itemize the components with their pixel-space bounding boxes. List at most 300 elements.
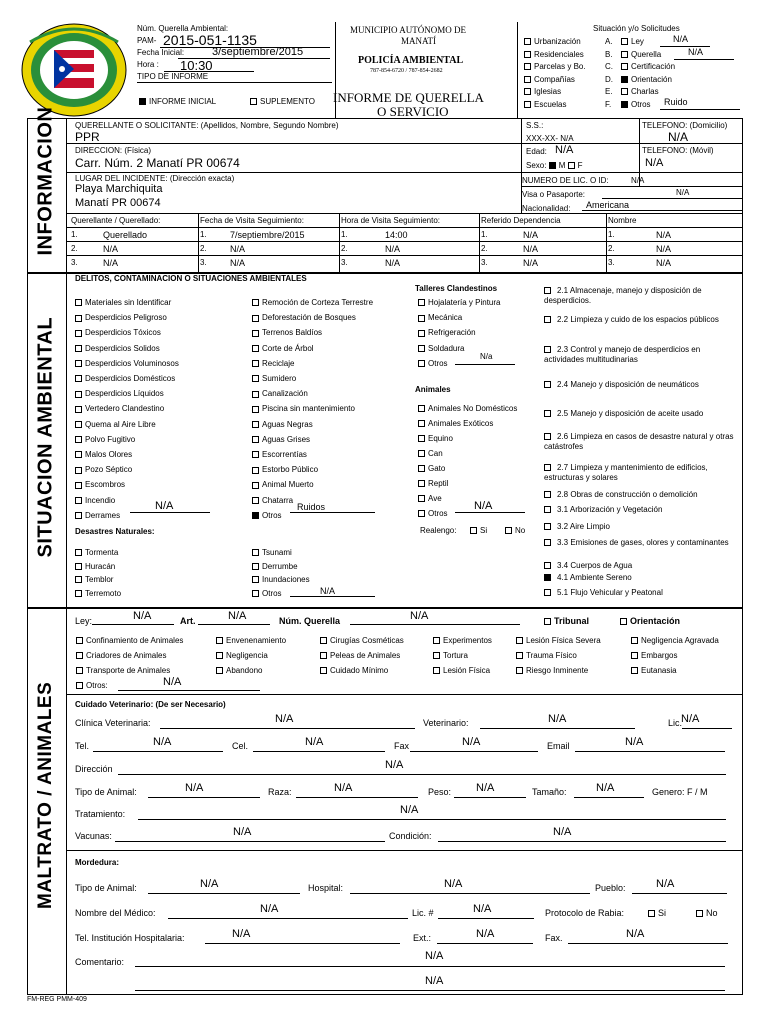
delito-col2-2-checkbox[interactable]: [252, 330, 259, 337]
maltrato-r3-0-checkbox[interactable]: [76, 667, 83, 674]
delito-col1-0-checkbox[interactable]: [75, 299, 82, 306]
table-header-2: Hora de Visita Seguimiento:: [341, 216, 441, 225]
taller-3[interactable]: [418, 344, 464, 353]
desastre1-1-checkbox[interactable]: [75, 563, 82, 570]
situacion-ambiental-side-label: SITUACION AMBIENTAL: [34, 316, 57, 558]
desastre1-3-checkbox[interactable]: [75, 590, 82, 597]
delito-col2-11-checkbox[interactable]: [252, 467, 259, 474]
animal-0-checkbox[interactable]: [418, 405, 425, 412]
informe-inicial-option[interactable]: INFORME INICIAL: [139, 97, 216, 106]
objetivo-11-checkbox[interactable]: [544, 562, 551, 569]
maltrato-r1-4[interactable]: [516, 636, 601, 645]
objetivo-4-label: 2.5 Manejo y disposición de aceite usado: [557, 409, 704, 418]
maltrato-r1-1-label: Envenenamiento: [226, 636, 287, 645]
table-row-num: 3.: [71, 258, 78, 267]
objetivo-7-checkbox[interactable]: [544, 491, 551, 498]
delito-col1-4[interactable]: [75, 359, 179, 368]
situacion-right-option-4[interactable]: [621, 87, 659, 96]
underline: [205, 943, 400, 944]
delito-col2-14[interactable]: [252, 511, 282, 520]
delito-col1-8[interactable]: [75, 420, 156, 429]
delito-col1-6[interactable]: [75, 389, 164, 398]
maltrato-r2-1-checkbox[interactable]: [216, 652, 223, 659]
animal-7-label: Otros: [428, 509, 448, 518]
taller-4-checkbox[interactable]: [418, 360, 425, 367]
maltrato-r1-0-label: Confinamiento de Animales: [86, 636, 184, 645]
desastre2-1[interactable]: [252, 562, 298, 571]
taller-4[interactable]: [418, 359, 448, 368]
delito-col2-7-checkbox[interactable]: [252, 406, 259, 413]
situacion-right-option-1[interactable]: [621, 50, 661, 59]
objetivo-9[interactable]: [544, 522, 739, 532]
maltrato-r2-5-checkbox[interactable]: [631, 652, 638, 659]
delito-col2-5[interactable]: [252, 374, 296, 383]
objetivo-3-checkbox[interactable]: [544, 381, 551, 388]
objetivo-4-checkbox[interactable]: [544, 410, 551, 417]
pueblo-value: N/A: [656, 878, 675, 890]
situacion-option-1-checkbox[interactable]: [524, 51, 531, 58]
delito-col2-6-checkbox[interactable]: [252, 391, 259, 398]
desastre2-2-checkbox[interactable]: [252, 576, 259, 583]
situacion-right-option-4-checkbox[interactable]: [621, 88, 628, 95]
delito-col1-3-checkbox[interactable]: [75, 345, 82, 352]
maltrato-r3-5[interactable]: [631, 666, 677, 675]
delito-col1-8-checkbox[interactable]: [75, 421, 82, 428]
taller-1-checkbox[interactable]: [418, 315, 425, 322]
situacion-right-option-5[interactable]: [621, 100, 651, 109]
delito-col1-12-label: Escombros: [85, 480, 126, 490]
direccion-vet-label: Dirección: [75, 764, 113, 774]
delito-col2-1[interactable]: [252, 313, 356, 322]
hora-label: Hora :: [137, 60, 159, 69]
delito-col1-1-checkbox[interactable]: [75, 315, 82, 322]
delito-col1-2-checkbox[interactable]: [75, 330, 82, 337]
situacion-option-4[interactable]: [524, 87, 561, 96]
desastre1-0-label: Tormenta: [85, 548, 119, 557]
delito-col1-12[interactable]: [75, 480, 125, 489]
situacion-option-2-label: Parcelas y Bo.: [534, 62, 586, 71]
maltrato-r3-1[interactable]: [216, 666, 262, 675]
situacion-right-option-0[interactable]: [621, 37, 644, 46]
maltrato-r1-3-label: Experimentos: [443, 636, 492, 645]
delito-col1-3[interactable]: [75, 344, 160, 353]
table-row-num: 3.: [341, 258, 348, 267]
delito-col2-13-checkbox[interactable]: [252, 497, 259, 504]
delito-col1-9-checkbox[interactable]: [75, 436, 82, 443]
animal-1[interactable]: [418, 419, 493, 428]
situacion-right-option-0-checkbox[interactable]: [621, 38, 628, 45]
delito-col1-13-label: Incendio: [85, 495, 116, 505]
delito-col1-10-checkbox[interactable]: [75, 451, 82, 458]
delito-col2-8[interactable]: [252, 420, 313, 429]
objetivo-10-checkbox[interactable]: [544, 539, 551, 546]
underline: [118, 774, 726, 775]
maltrato-r1-1-checkbox[interactable]: [216, 637, 223, 644]
objetivo-2[interactable]: [544, 345, 739, 365]
delito-col1-7-checkbox[interactable]: [75, 406, 82, 413]
animal-4[interactable]: [418, 464, 445, 473]
objetivo-10[interactable]: [544, 538, 739, 548]
medico-value: N/A: [260, 903, 279, 915]
suplemento-option[interactable]: SUPLEMENTO: [250, 97, 315, 106]
maltrato-r1-5[interactable]: [631, 636, 719, 645]
delito-col2-13[interactable]: [252, 496, 293, 505]
maltrato-r2-5[interactable]: [631, 651, 677, 660]
animal-2[interactable]: [418, 434, 453, 443]
edad-value: N/A: [555, 144, 574, 156]
delito-col1-13-checkbox[interactable]: [75, 497, 82, 504]
delito-col2-3[interactable]: [252, 344, 314, 353]
taller-0-checkbox[interactable]: [418, 299, 425, 306]
animal-4-checkbox[interactable]: [418, 465, 425, 472]
maltrato-r3-3[interactable]: [433, 666, 490, 675]
objetivo-13[interactable]: [544, 588, 739, 598]
delito-col1-12-checkbox[interactable]: [75, 482, 82, 489]
realengo-no[interactable]: [505, 526, 525, 535]
informe-title-2: O SERVICIO: [377, 104, 449, 119]
underline: [198, 624, 270, 625]
situacion-right-option-4-label: Charlas: [631, 87, 659, 96]
institucion-tel-label: Tel. Institución Hospitalaria:: [75, 933, 185, 943]
objetivo-7[interactable]: [544, 490, 739, 500]
delito-col2-5-checkbox[interactable]: [252, 375, 259, 382]
sexo-f-checkbox[interactable]: [568, 162, 575, 169]
animal-7-checkbox[interactable]: [418, 510, 425, 517]
maltrato-otros[interactable]: [76, 681, 108, 690]
taller-3-label: Soldadura: [428, 343, 465, 353]
situacion-option-0[interactable]: [524, 37, 581, 46]
maltrato-otros-label: Otros:: [86, 681, 108, 690]
situacion-right-option-1-checkbox[interactable]: [621, 51, 628, 58]
animal-3[interactable]: [418, 449, 443, 458]
table-row-num: 3.: [200, 258, 207, 267]
desastre1-2-checkbox[interactable]: [75, 576, 82, 583]
maltrato-r2-0[interactable]: [76, 651, 166, 660]
maltrato-r1-5-checkbox[interactable]: [631, 637, 638, 644]
delito-col2-1-label: Deforestación de Bosques: [262, 313, 356, 323]
situacion-option-1[interactable]: [524, 50, 584, 59]
objetivo-5-checkbox[interactable]: [544, 433, 551, 440]
maltrato-r2-4-checkbox[interactable]: [516, 652, 523, 659]
delito-col1-14-checkbox[interactable]: [75, 512, 82, 519]
orientacion-checkbox[interactable]: [620, 618, 627, 625]
maltrato-r2-4[interactable]: [516, 651, 577, 660]
desastre1-1[interactable]: [75, 562, 115, 571]
delito-col2-10[interactable]: [252, 450, 307, 459]
objetivo-13-checkbox[interactable]: [544, 589, 551, 596]
ss-value: XXX-XX- N/A: [526, 134, 574, 143]
inicial-checkbox[interactable]: [139, 98, 146, 105]
maltrato-r2-2-checkbox[interactable]: [320, 652, 327, 659]
ext-value: N/A: [476, 928, 495, 940]
situacion-option-2-checkbox[interactable]: [524, 63, 531, 70]
desastre1-2[interactable]: [75, 575, 113, 584]
maltrato-r1-2[interactable]: [320, 636, 404, 645]
querella-label: Núm. Querella Ambiental:: [137, 24, 229, 33]
situacion-key-3: D.: [605, 74, 613, 84]
objetivo-5[interactable]: [544, 432, 739, 452]
animal-5[interactable]: [418, 479, 448, 488]
delito-col1-5-label: Desperdicios Domésticos: [85, 374, 176, 383]
objetivo-0-checkbox[interactable]: [544, 287, 551, 294]
delito-col1-2[interactable]: [75, 328, 161, 337]
maltrato-r3-4[interactable]: [516, 666, 588, 675]
desastre2-1-checkbox[interactable]: [252, 563, 259, 570]
delito-col1-5[interactable]: [75, 374, 175, 383]
maltrato-r1-3-checkbox[interactable]: [433, 637, 440, 644]
num-querella-label: Núm. Querella: [279, 616, 341, 626]
lic-id-value: N/A: [631, 176, 645, 185]
delito-col2-8-checkbox[interactable]: [252, 421, 259, 428]
maltrato-r2-3-checkbox[interactable]: [433, 652, 440, 659]
realengo-si-label: Si: [480, 526, 488, 535]
delito-col2-0[interactable]: [252, 298, 373, 307]
orientacion-label: Orientación: [630, 616, 681, 626]
table-cell: N/A: [523, 244, 539, 254]
delito-col1-1[interactable]: [75, 313, 167, 322]
maltrato-r3-4-checkbox[interactable]: [516, 667, 523, 674]
situacion-option-5-checkbox[interactable]: [524, 101, 531, 108]
sexo-m-checkbox[interactable]: [549, 162, 556, 169]
delito-col2-3-checkbox[interactable]: [252, 345, 259, 352]
objetivo-13-label: 5.1 Flujo Vehicular y Peatonal: [557, 588, 663, 597]
hospital-value: N/A: [444, 878, 463, 890]
animal-3-checkbox[interactable]: [418, 450, 425, 457]
objetivo-2-checkbox[interactable]: [544, 346, 551, 353]
delito-col2-11[interactable]: [252, 465, 318, 474]
municipio-title: MUNICIPIO AUTÓNOMO DE: [350, 25, 466, 35]
medico-lic-value: N/A: [473, 903, 492, 915]
delito-col2-12-label: Animal Muerto: [262, 480, 314, 490]
tribunal-checkbox[interactable]: [544, 618, 551, 625]
delito-col1-0[interactable]: [75, 298, 171, 307]
rabia-si-checkbox[interactable]: [648, 910, 655, 917]
situacion-right-option-2-label: Certificación: [631, 62, 676, 71]
taller-3-checkbox[interactable]: [418, 345, 425, 352]
delito-col2-14-checkbox[interactable]: [252, 512, 259, 519]
objetivo-11[interactable]: [544, 561, 739, 571]
nacionalidad-value: Americana: [586, 200, 630, 210]
taller-2[interactable]: [418, 328, 476, 337]
realengo-no-checkbox[interactable]: [505, 527, 512, 534]
animal-6-checkbox[interactable]: [418, 495, 425, 502]
delito-col2-4-checkbox[interactable]: [252, 360, 259, 367]
delito-col1-11-label: Pozo Séptico: [85, 465, 133, 475]
objetivo-12-label: 4.1 Ambiente Sereno: [557, 573, 632, 582]
taller-1[interactable]: [418, 313, 462, 322]
situacion-right-option-5-checkbox[interactable]: [621, 101, 628, 108]
objetivo-6-checkbox[interactable]: [544, 464, 551, 471]
objetivo-4[interactable]: [544, 409, 739, 419]
delito-col1-5-checkbox[interactable]: [75, 375, 82, 382]
delito-col1-11[interactable]: [75, 465, 132, 474]
ley-value: N/A: [133, 610, 152, 622]
objetivo-0[interactable]: [544, 286, 739, 306]
orientacion[interactable]: [620, 616, 680, 626]
comentario-value-2: N/A: [425, 975, 444, 987]
realengo-si-checkbox[interactable]: [470, 527, 477, 534]
form-code: FM-REG PMM-409: [27, 996, 87, 1003]
rabia-no-checkbox[interactable]: [696, 910, 703, 917]
situacion-right-option-3-checkbox[interactable]: [621, 76, 628, 83]
tamano-value: N/A: [596, 782, 615, 794]
objetivo-1[interactable]: [544, 315, 739, 325]
rabia-no[interactable]: [696, 908, 718, 918]
maltrato-r1-2-checkbox[interactable]: [320, 637, 327, 644]
situacion-right-option-2[interactable]: [621, 62, 675, 71]
delito-col2-2[interactable]: [252, 328, 322, 337]
maltrato-r1-3[interactable]: [433, 636, 492, 645]
comentario-label: Comentario:: [75, 957, 125, 967]
animal-5-checkbox[interactable]: [418, 480, 425, 487]
delito-col2-9[interactable]: [252, 435, 310, 444]
delito-col1-10[interactable]: [75, 450, 132, 459]
objetivo-8-checkbox[interactable]: [544, 506, 551, 513]
desastre2-2[interactable]: [252, 575, 310, 584]
objetivo-6[interactable]: [544, 463, 739, 483]
situacion-right-option-3[interactable]: [621, 75, 672, 84]
table-row-num: 1.: [341, 230, 348, 239]
desastre1-0-checkbox[interactable]: [75, 549, 82, 556]
maltrato-r3-4-label: Riesgo Inminente: [526, 666, 589, 675]
table-row-line: [66, 227, 743, 228]
tel-movil-label: TELEFONO: (Móvil): [642, 146, 714, 155]
delito-col2-6[interactable]: [252, 389, 308, 398]
mordedura-tipo-label: Tipo de Animal:: [75, 883, 137, 893]
maltrato-r1-1[interactable]: [216, 636, 286, 645]
maltrato-r3-5-checkbox[interactable]: [631, 667, 638, 674]
maltrato-r2-3[interactable]: [433, 651, 468, 660]
rabia-si[interactable]: [648, 908, 666, 918]
maltrato-r1-4-label: Lesión Física Severa: [526, 636, 601, 645]
veterinario-label: Veterinario:: [423, 718, 469, 728]
objetivo-3-label: 2.4 Manejo y disposición de neumáticos: [557, 380, 699, 389]
email-value: N/A: [625, 736, 644, 748]
delito-col2-12-checkbox[interactable]: [252, 482, 259, 489]
tel-domicilio-value: N/A: [668, 130, 689, 144]
maltrato-r3-1-checkbox[interactable]: [216, 667, 223, 674]
maltrato-r2-2[interactable]: [320, 651, 400, 660]
delito-col1-14[interactable]: [75, 511, 120, 520]
objetivo-12-checkbox[interactable]: [544, 574, 551, 581]
underline: [438, 918, 534, 919]
maltrato-r2-1[interactable]: [216, 651, 268, 660]
maltrato-r2-3-label: Tortura: [443, 651, 468, 660]
animal-7[interactable]: [418, 509, 448, 518]
objetivo-11-label: 3.4 Cuerpos de Agua: [557, 561, 633, 570]
desastre1-0[interactable]: [75, 548, 118, 557]
delito-col2-10-checkbox[interactable]: [252, 451, 259, 458]
desastre2-0[interactable]: [252, 548, 292, 557]
tribunal[interactable]: [544, 616, 589, 626]
animal-2-checkbox[interactable]: [418, 435, 425, 442]
taller-2-checkbox[interactable]: [418, 330, 425, 337]
maltrato-r1-0[interactable]: [76, 636, 183, 645]
situacion-option-3[interactable]: [524, 75, 575, 84]
suplemento-checkbox[interactable]: [250, 98, 257, 105]
otros-ruidos-value: Ruidos: [297, 502, 326, 512]
maltrato-r3-1-label: Abandono: [226, 666, 263, 675]
delito-col1-7[interactable]: [75, 404, 164, 413]
table-row-num: 2.: [341, 244, 348, 253]
delito-col2-12[interactable]: [252, 480, 314, 489]
underline: [350, 893, 590, 894]
situacion-option-4-checkbox[interactable]: [524, 88, 531, 95]
informacion-side-label: INFORMACION: [34, 106, 57, 256]
maltrato-r1-2-label: Cirugías Cosméticas: [330, 636, 404, 645]
situacion-option-3-checkbox[interactable]: [524, 76, 531, 83]
objetivo-9-checkbox[interactable]: [544, 523, 551, 530]
veterinario-value: N/A: [548, 713, 567, 725]
maltrato-r3-2-checkbox[interactable]: [320, 667, 327, 674]
ss-label: S.S.:: [526, 121, 544, 130]
objetivo-1-checkbox[interactable]: [544, 316, 551, 323]
objetivo-3[interactable]: [544, 380, 739, 390]
animal-1-checkbox[interactable]: [418, 420, 425, 427]
delito-col2-4[interactable]: [252, 359, 294, 368]
maltrato-r2-0-checkbox[interactable]: [76, 652, 83, 659]
underline: [168, 918, 408, 919]
desastre1-3[interactable]: [75, 589, 121, 598]
delito-col2-7[interactable]: [252, 404, 355, 413]
delito-col2-9-checkbox[interactable]: [252, 436, 259, 443]
animal-0[interactable]: [418, 404, 517, 413]
maltrato-r3-2[interactable]: [320, 666, 388, 675]
situacion-option-2[interactable]: [524, 62, 586, 71]
delito-col1-6-label: Desperdicios Líquidos: [85, 389, 164, 399]
delito-col1-6-checkbox[interactable]: [75, 391, 82, 398]
tel-domicilio-label: TELEFONO: (Domicilio): [642, 121, 728, 130]
desastre2-0-checkbox[interactable]: [252, 549, 259, 556]
underline: [410, 751, 538, 752]
desastre2-3-label: Otros: [262, 588, 282, 598]
situacion-key-0: A.: [605, 37, 613, 46]
desastre1-1-label: Huracán: [85, 561, 116, 571]
delito-col1-2-label: Desperdicios Tóxicos: [85, 328, 161, 338]
maltrato-r3-3-checkbox[interactable]: [433, 667, 440, 674]
maltrato-r1-4-checkbox[interactable]: [516, 637, 523, 644]
desastre2-3-checkbox[interactable]: [252, 590, 259, 597]
animal-6[interactable]: [418, 494, 442, 503]
delito-col2-1-checkbox[interactable]: [252, 315, 259, 322]
realengo-si[interactable]: [470, 526, 487, 535]
situacion-option-0-label: Urbanización: [534, 37, 581, 46]
maltrato-r1-5-label: Negligencia Agravada: [641, 636, 719, 645]
objetivo-12[interactable]: [544, 573, 739, 583]
table-row-num: 1.: [481, 230, 488, 239]
situacion-right-option-2-checkbox[interactable]: [621, 63, 628, 70]
maltrato-r1-0-checkbox[interactable]: [76, 637, 83, 644]
desastre2-3[interactable]: [252, 589, 282, 598]
objetivo-8[interactable]: [544, 505, 739, 515]
situacion-right-option-3-label: Orientación: [631, 74, 672, 84]
table-row-num: 1.: [200, 230, 207, 239]
delito-col2-0-checkbox[interactable]: [252, 299, 259, 306]
comentario-value-1: N/A: [425, 950, 444, 962]
delito-col1-9[interactable]: [75, 435, 135, 444]
maltrato-otros-checkbox[interactable]: [76, 682, 83, 689]
email-label: Email: [547, 741, 570, 751]
situacion-option-1-label: Residenciales: [534, 49, 584, 59]
taller-0[interactable]: [418, 298, 500, 307]
delito-col1-4-checkbox[interactable]: [75, 360, 82, 367]
delito-col1-13[interactable]: [75, 496, 115, 505]
table-divider: [339, 213, 340, 273]
situacion-option-0-checkbox[interactable]: [524, 38, 531, 45]
situacion-option-5[interactable]: [524, 100, 566, 109]
maltrato-r3-0[interactable]: [76, 666, 170, 675]
delito-col1-11-checkbox[interactable]: [75, 467, 82, 474]
